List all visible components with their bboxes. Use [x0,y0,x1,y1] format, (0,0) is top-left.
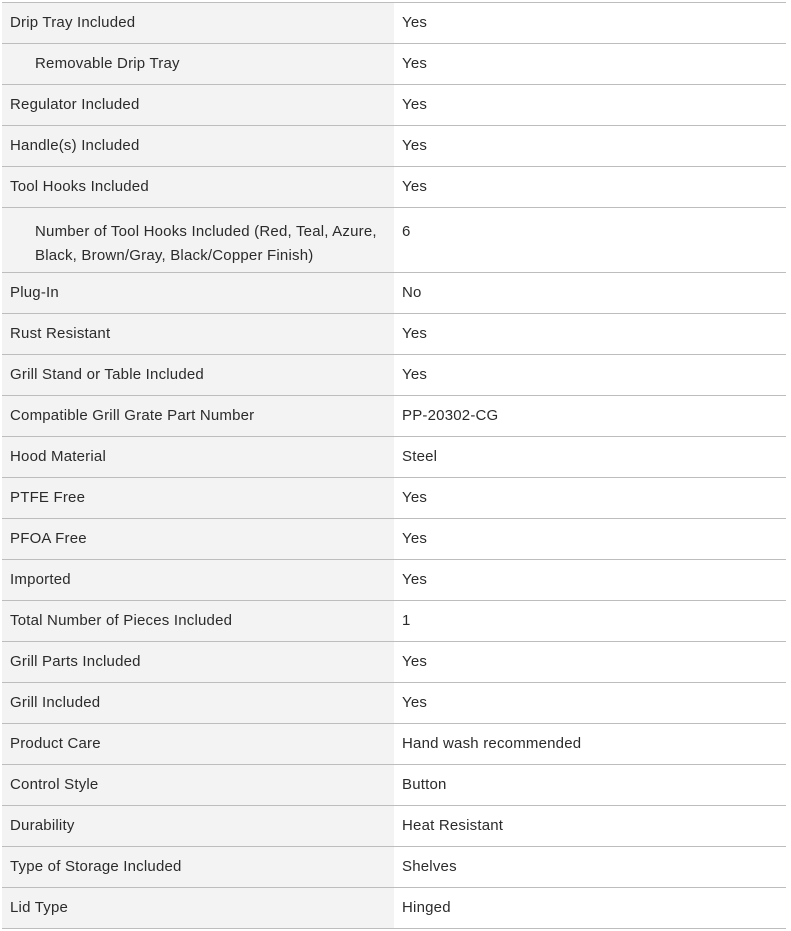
spec-label: Tool Hooks Included [2,167,394,207]
spec-value: Hand wash recommended [394,724,786,764]
spec-value: Button [394,765,786,805]
spec-value: PP-20302-CG [394,396,786,436]
spec-row-number-of-tool-hooks [2,208,786,273]
spec-value: Yes [394,314,786,354]
spec-label: Number of Tool Hooks Included (Red, Teal, Azure, Black, Brown/Gray, Black/Copper Finish) [2,208,394,272]
spec-row-tool-hooks-included [2,167,786,208]
spec-row-hood-material [2,437,786,478]
spec-label: Grill Included [2,683,394,723]
specifications-table [2,2,786,929]
spec-row-ptfe-free [2,478,786,519]
spec-row-plug-in [2,273,786,314]
spec-value: 6 [394,208,786,272]
spec-row-pfoa-free [2,519,786,560]
spec-value: Shelves [394,847,786,887]
spec-label: Plug-In [2,273,394,313]
spec-row-product-care [2,724,786,765]
spec-label: Rust Resistant [2,314,394,354]
spec-label: Grill Parts Included [2,642,394,682]
spec-label: Compatible Grill Grate Part Number [2,396,394,436]
spec-value: Yes [394,478,786,518]
spec-value: Yes [394,560,786,600]
spec-row-grill-grate-part-number [2,396,786,437]
spec-row-regulator-included [2,85,786,126]
spec-label: Removable Drip Tray [2,44,394,84]
spec-label: Hood Material [2,437,394,477]
spec-row-lid-type [2,888,786,929]
spec-label: Durability [2,806,394,846]
spec-row-imported [2,560,786,601]
spec-value: Yes [394,3,786,43]
spec-label: PTFE Free [2,478,394,518]
spec-row-drip-tray-included [2,3,786,44]
spec-label: Total Number of Pieces Included [2,601,394,641]
spec-row-rust-resistant [2,314,786,355]
spec-value: Yes [394,167,786,207]
spec-value: Yes [394,126,786,166]
spec-value: No [394,273,786,313]
spec-row-grill-stand-included [2,355,786,396]
spec-value: Yes [394,44,786,84]
spec-label: Handle(s) Included [2,126,394,166]
spec-row-storage-type [2,847,786,888]
spec-row-grill-included [2,683,786,724]
spec-row-durability [2,806,786,847]
spec-value: Yes [394,85,786,125]
spec-row-total-pieces-included [2,601,786,642]
spec-value: Hinged [394,888,786,928]
spec-value: Steel [394,437,786,477]
spec-value: Yes [394,683,786,723]
spec-value: Yes [394,642,786,682]
spec-label: Type of Storage Included [2,847,394,887]
spec-label: Control Style [2,765,394,805]
spec-value: Heat Resistant [394,806,786,846]
spec-row-control-style [2,765,786,806]
spec-label: Product Care [2,724,394,764]
spec-label: Grill Stand or Table Included [2,355,394,395]
spec-row-removable-drip-tray [2,44,786,85]
spec-label: PFOA Free [2,519,394,559]
spec-label: Drip Tray Included [2,3,394,43]
spec-row-grill-parts-included [2,642,786,683]
spec-value: Yes [394,519,786,559]
spec-label: Lid Type [2,888,394,928]
spec-value: 1 [394,601,786,641]
spec-label: Imported [2,560,394,600]
spec-value: Yes [394,355,786,395]
spec-label: Regulator Included [2,85,394,125]
spec-row-handles-included [2,126,786,167]
